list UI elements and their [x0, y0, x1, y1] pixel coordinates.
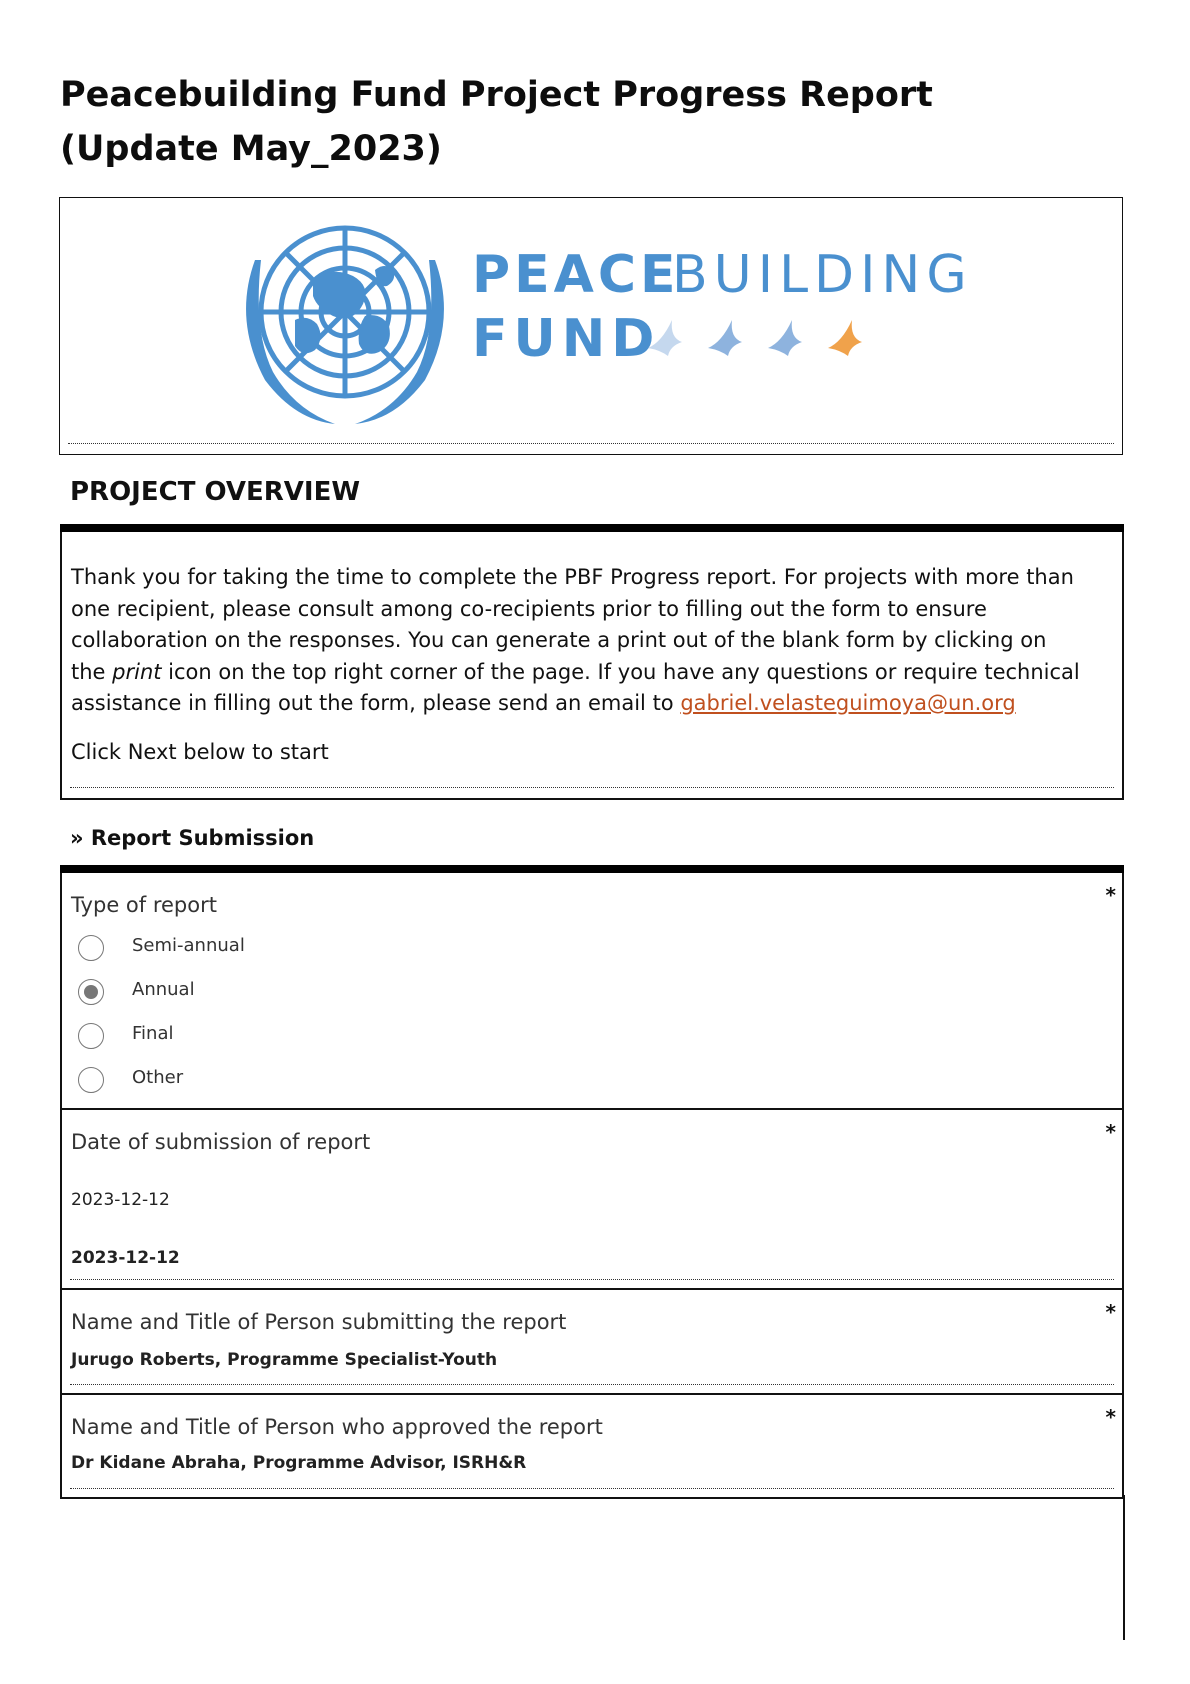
option-label: Final [132, 1023, 174, 1044]
dove-icon [708, 320, 742, 356]
dove-icons [648, 320, 862, 356]
question-approver [60, 1395, 1124, 1499]
approver-answer: Dr Kidane Abraha, Programme Advisor, ISRH&R [71, 1453, 527, 1473]
wordmark-building: BUILDING [672, 248, 973, 305]
divider [60, 524, 1124, 532]
required-marker: * [1105, 1300, 1116, 1324]
page-title: Peacebuilding Fund Project Progress Report (Update May_2023) [60, 75, 933, 169]
radio-button-selected[interactable] [78, 979, 104, 1005]
option-label: Other [132, 1067, 184, 1088]
radio-button[interactable] [78, 935, 104, 961]
question-label: Date of submission of report [71, 1130, 371, 1154]
required-marker: * [1105, 883, 1116, 907]
section-title-project-overview: PROJECT OVERVIEW [70, 477, 361, 507]
start-instruction: Click Next below to start [71, 740, 329, 764]
dove-icon [828, 320, 862, 356]
question-type-of-report [60, 873, 1124, 1110]
divider [70, 1488, 1114, 1489]
report-submission-panel [60, 865, 1124, 1495]
intro-text-1: Thank you for taking the time to complete the PBF Progress report. For projects with more than one recipient, please consult among co-recipients prior to filling out the form to ensure collaboration on the responses. You can generate a print out of the blank form by clicking on the [71, 565, 1074, 684]
required-marker: * [1105, 1120, 1116, 1144]
radio-button[interactable] [78, 1067, 104, 1093]
intro-text-2: icon on the top right corner of the page. If you have any questions or require technical assistance in filling out the form, please send an email to [71, 659, 1080, 715]
date-input-value[interactable]: 2023-12-12 [71, 1190, 170, 1210]
section-title-report-submission: » Report Submission [70, 826, 315, 850]
option-label: Semi-annual [132, 935, 245, 956]
question-label: Type of report [71, 893, 217, 917]
logo-banner [59, 197, 1123, 455]
overview-intro [71, 562, 1081, 720]
intro-text-print: print [112, 659, 162, 684]
un-emblem-icon [225, 220, 465, 430]
submitter-answer: Jurugo Roberts, Programme Specialist-Youth [71, 1350, 498, 1370]
contact-email-link[interactable]: gabriel.velasteguimoya@un.org [680, 691, 1016, 715]
wordmark-fund: FUND [472, 309, 661, 368]
divider [70, 787, 1114, 788]
date-answer: 2023-12-12 [71, 1248, 180, 1268]
question-date-of-submission [60, 1110, 1124, 1290]
dove-icon [768, 320, 802, 356]
wordmark-peace: PEACE [472, 248, 680, 305]
peacebuilding-fund-wordmark [472, 248, 992, 368]
question-label: Name and Title of Person who approved the report [71, 1415, 603, 1439]
radio-button[interactable] [78, 1023, 104, 1049]
required-marker: * [1105, 1405, 1116, 1429]
panel-border [1123, 1495, 1125, 1640]
divider [60, 865, 1124, 873]
question-submitter [60, 1290, 1124, 1395]
option-label: Annual [132, 979, 195, 1000]
divider [70, 1384, 1114, 1385]
divider [68, 443, 1114, 444]
overview-panel [60, 524, 1124, 800]
question-label: Name and Title of Person submitting the report [71, 1310, 567, 1334]
divider [70, 1279, 1114, 1280]
